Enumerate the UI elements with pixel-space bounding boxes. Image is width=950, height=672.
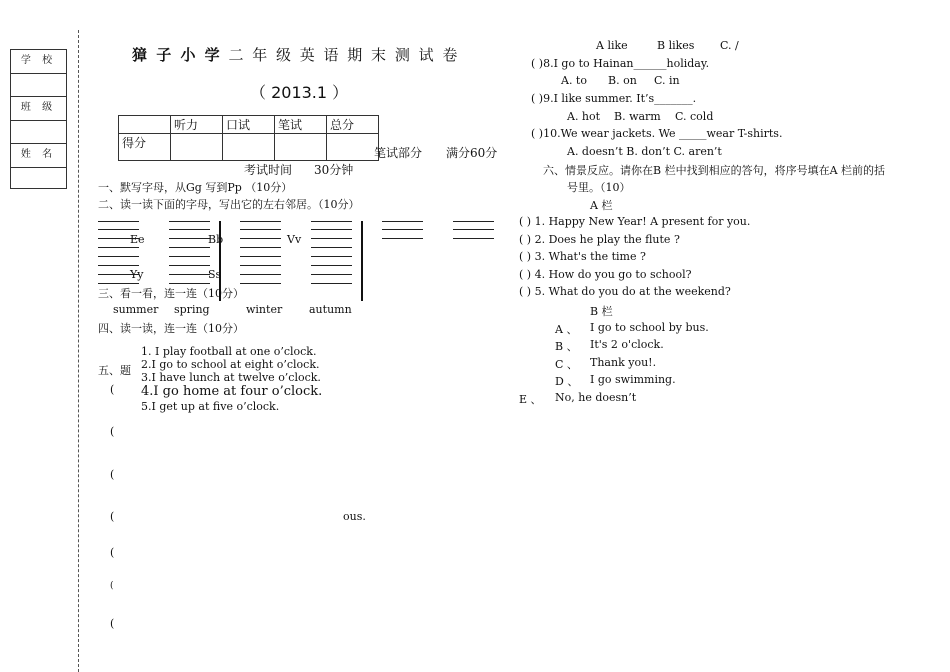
writing-blank-line: [169, 221, 210, 222]
column-b-item: I go to school by bus.: [590, 321, 709, 334]
column-b-item: I go swimming.: [590, 373, 676, 386]
section-1-heading: 一、默写字母，从Gg 写到Pp （10分）: [98, 181, 293, 194]
class-field: [11, 121, 66, 145]
writing-blank-line: [311, 256, 352, 257]
writing-blank-line: [98, 256, 139, 257]
letter-prompt: Ee: [130, 233, 145, 246]
column-b-label: B 栏: [590, 305, 613, 318]
score-header-cell: 听力: [171, 116, 223, 134]
writing-blank-line: [169, 238, 210, 239]
writing-blank-line: [311, 247, 352, 248]
writing-blank-line: [169, 274, 210, 275]
time-sentence: 5.I get up at five o’clock.: [141, 400, 280, 413]
class-label: 班 级: [11, 97, 66, 121]
score-header-cell: 口试: [223, 116, 275, 134]
q9-option-a: A. hot: [567, 110, 601, 123]
answer-paren: (: [110, 510, 115, 523]
writing-blank-line: [240, 221, 281, 222]
school-label: 学 校: [11, 50, 66, 74]
answer-paren: (: [110, 383, 115, 396]
writing-blank-line: [382, 238, 423, 239]
writing-blank-line: [98, 229, 139, 230]
writing-blank-line: [98, 247, 139, 248]
q8-option-b: B. on: [608, 74, 637, 87]
season-word: autumn: [309, 303, 352, 316]
school-field: [11, 74, 66, 98]
binding-line: [78, 30, 79, 672]
section-2-heading: 二、读一读下面的字母，写出它的左右邻居。（10分）: [98, 198, 360, 211]
exam-time-label: 考试时间: [244, 163, 293, 177]
time-sentence: 2.I go to school at eight o’clock.: [141, 358, 320, 371]
answer-paren: (: [110, 468, 115, 481]
column-a-item: ( ) 3. What's the time ?: [519, 250, 646, 263]
column-b-item: It's 2 o'clock.: [590, 338, 664, 351]
score-header-cell: 总分: [327, 116, 379, 134]
score-header-cell: [119, 116, 171, 134]
score-cell: [327, 134, 379, 161]
writing-blank-line: [98, 221, 139, 222]
season-word: summer: [113, 303, 159, 316]
section-4-heading: 四、读一读，连一连（10分）: [98, 322, 244, 335]
writing-blank-line: [169, 247, 210, 248]
column-b-letter: D 、: [555, 375, 579, 388]
column-b-item: Thank you!.: [590, 356, 657, 369]
answer-paren: (: [110, 581, 114, 591]
writing-blank-line: [240, 274, 281, 275]
name-label: 姓 名: [11, 144, 66, 168]
time-sentence: 4.I go home at four o’clock.: [141, 384, 323, 399]
question-9: ( )9.I like summer. It’s_______.: [531, 92, 697, 105]
name-field: [11, 168, 66, 191]
text-fragment: ous.: [343, 510, 366, 523]
column-b-letter: B 、: [555, 340, 578, 353]
writing-blank-line: [240, 247, 281, 248]
column-a-item: ( ) 2. Does he play the flute ?: [519, 233, 680, 246]
writing-blank-line: [240, 256, 281, 257]
answer-paren: (: [110, 617, 115, 630]
exam-year: （ 2013.1 ）: [250, 83, 349, 102]
question-8: ( )8.I go to Hainan______holiday.: [531, 57, 710, 70]
q9-option-c: C. cold: [675, 110, 714, 123]
writing-blank-line: [169, 229, 210, 230]
answer-paren: (: [110, 425, 115, 438]
column-a-label: A 栏: [590, 199, 613, 212]
score-cell: [171, 134, 223, 161]
writing-blank-line: [311, 229, 352, 230]
writing-blank-line: [98, 283, 139, 284]
column-b-letter: A 、: [555, 323, 578, 336]
writing-blank-line: [311, 221, 352, 222]
q8-option-a: A. to: [561, 74, 587, 87]
writing-blank-line: [382, 229, 423, 230]
writing-blank-line: [311, 274, 352, 275]
writing-blank-line: [453, 229, 494, 230]
score-cell: [223, 134, 275, 161]
q9-option-b: B. warm: [614, 110, 661, 123]
writing-blank-line: [240, 238, 281, 239]
written-part-label: 笔试部分: [374, 146, 423, 160]
q7-option-c: C. /: [720, 39, 739, 52]
writing-blank-line: [169, 256, 210, 257]
section-5-heading: 五、题: [98, 364, 131, 377]
letter-prompt: Yy: [130, 268, 144, 281]
score-cell: [275, 134, 327, 161]
writing-blank-line: [311, 238, 352, 239]
q7-option-b: B likes: [657, 39, 695, 52]
writing-blank-line: [311, 283, 352, 284]
exam-name: 二 年 级 英 语 期 末 测 试 卷: [228, 46, 460, 64]
column-a-item: ( ) 1. Happy New Year! A present for you.: [519, 215, 751, 228]
score-table: [118, 115, 379, 161]
writing-blank-line: [98, 265, 139, 266]
writing-blank-line: [169, 265, 210, 266]
divider-line: [361, 221, 363, 301]
column-b-letter: E 、: [519, 393, 542, 406]
section-6-heading-cont: 号里。（10）: [567, 181, 631, 194]
writing-blank-line: [382, 221, 423, 222]
score-row-label: 得分: [119, 134, 171, 161]
column-b-item: No, he doesn’t: [555, 391, 637, 404]
full-score-label: 满分60分: [446, 146, 498, 160]
writing-blank-line: [169, 283, 210, 284]
time-sentence: 3.I have lunch at twelve o’clock.: [141, 371, 321, 384]
writing-blank-line: [240, 283, 281, 284]
season-word: spring: [174, 303, 210, 316]
letter-prompt: Bb: [208, 233, 224, 246]
q8-option-c: C. in: [654, 74, 680, 87]
section-3-heading: 三、看一看，连一连（10分）: [98, 287, 244, 300]
column-a-item: ( ) 4. How do you go to school?: [519, 268, 692, 281]
student-info-box: [10, 49, 67, 189]
season-word: winter: [246, 303, 283, 316]
question-10: ( )10.We wear jackets. We _____wear T-shirts.: [531, 127, 783, 140]
writing-blank-line: [240, 265, 281, 266]
exam-minutes: 30分钟: [314, 163, 354, 177]
school-name: 獐 子 小 学: [132, 46, 222, 64]
writing-blank-line: [453, 238, 494, 239]
q7-option-a: A like: [596, 39, 628, 52]
section-6-heading: 六、情景反应。请你在B 栏中找到相应的答句，将序号填在A 栏前的括: [543, 164, 886, 177]
column-a-item: ( ) 5. What do you do at the weekend?: [519, 285, 731, 298]
column-b-letter: C 、: [555, 358, 578, 371]
letter-prompt: Ss: [208, 268, 222, 281]
q10-options: A. doesn’t B. don’t C. aren’t: [567, 145, 722, 158]
answer-paren: (: [110, 546, 115, 559]
writing-blank-line: [453, 221, 494, 222]
writing-blank-line: [240, 229, 281, 230]
letter-prompt: Vv: [287, 233, 302, 246]
time-sentence: 1. I play football at one o’clock.: [141, 345, 317, 358]
writing-blank-line: [311, 265, 352, 266]
score-header-cell: 笔试: [275, 116, 327, 134]
exam-title: [132, 44, 459, 65]
